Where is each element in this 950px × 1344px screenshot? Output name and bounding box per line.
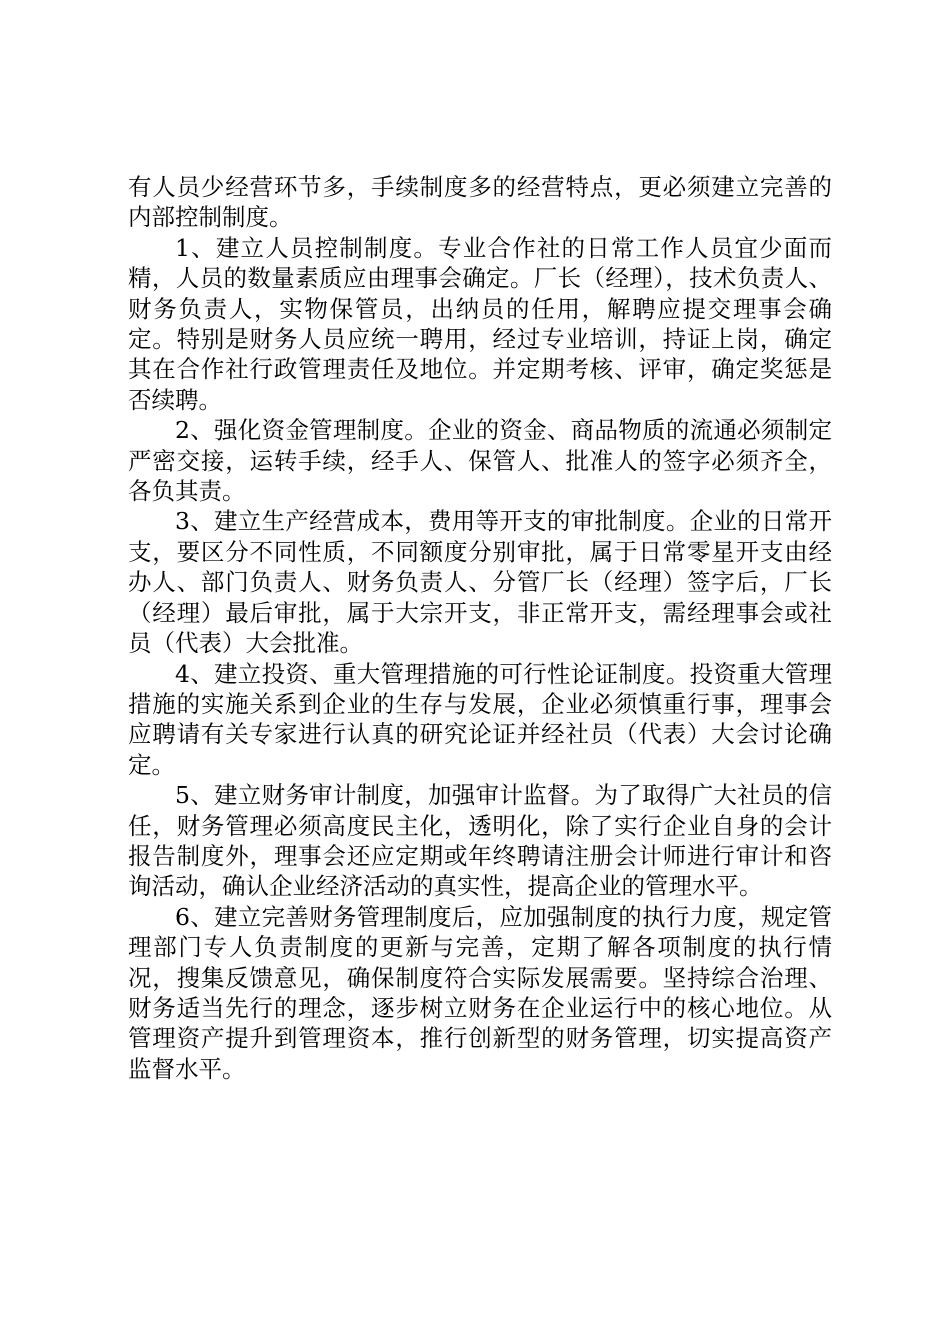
intro-paragraph: 有人员少经营环节多，手续制度多的经营特点，更必须建立完善的内部控制制度。 [128,173,832,232]
paragraph-financial-audit: 5、建立财务审计制度，加强审计监督。为了取得广大社员的信任，财务管理必须高度民主化，透明化，除了实行企业自身的会计报告制度外，理事会还应定期或年终聘请注册会计师进行审计和咨询活动，确认企业经济活动的真实性，提高企业的管理水平。 [128,781,832,901]
paragraph-investment-feasibility: 4、建立投资、重大管理措施的可行性论证制度。投资重大管理措施的实施关系到企业的生存与发展，企业必须慎重行事，理事会应聘请有关专家进行认真的研究论证并经社员（代表）大会讨论确定。 [128,659,832,779]
paragraph-expense-approval: 3、建立生产经营成本，费用等开支的审批制度。企业的日常开支，要区分不同性质，不同额度分别审批，属于日常零星开支由经办人、部门负责人、财务负责人、分管厂长（经理）签字后，厂长（经理）最后审批，属于大宗开支，非正常开支，需经理事会或社员（代表）大会批准。 [128,507,832,658]
document-page [128,172,832,1084]
paragraph-system-execution: 6、建立完善财务管理制度后，应加强制度的执行力度，规定管理部门专人负责制度的更新与完善，定期了解各项制度的执行情况，搜集反馈意见，确保制度符合实际发展需要。坚持综合治理、财务适当先行的理念，逐步树立财务在企业运行中的核心地位。从管理资产提升到管理资本，推行创新型的财务管理，切实提高资产监督水平。 [128,902,832,1083]
paragraph-fund-management: 2、强化资金管理制度。企业的资金、商品物质的流通必须制定严密交接，运转手续，经手人、保管人、批准人的签字必须齐全，各负其责。 [128,416,832,506]
paragraph-personnel-control: 1、建立人员控制制度。专业合作社的日常工作人员宜少面而精，人员的数量素质应由理事会确定。厂长（经理），技术负责人、财务负责人，实物保管员，出纳员的任用，解聘应提交理事会确定。特别是财务人员应统一聘用，经过专业培训，持证上岗，确定其在合作社行政管理责任及地位。并定期考核、评审，确定奖惩是否续聘。 [128,233,832,414]
